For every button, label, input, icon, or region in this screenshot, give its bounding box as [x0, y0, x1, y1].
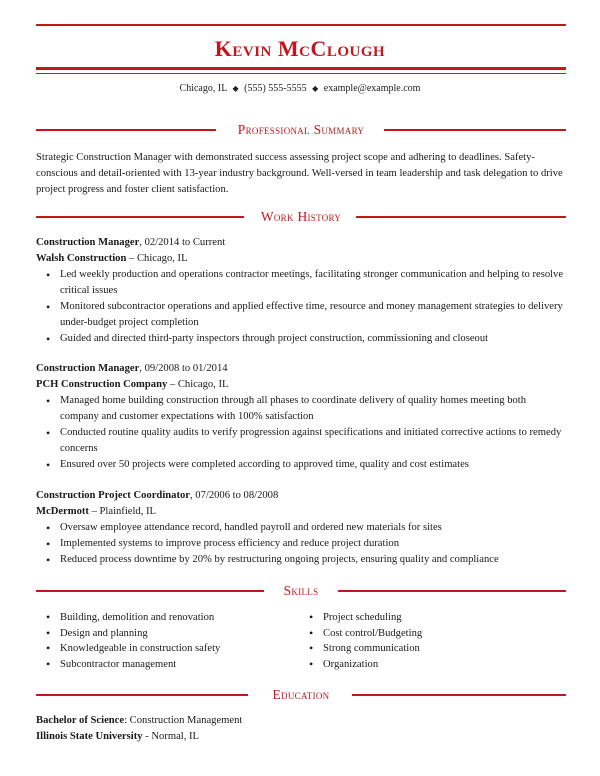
job-bullet: • Managed home building construction through all phases to coordinate delivery of quality homes meeting both company and customer expectations with 100% satisfaction: [60, 393, 566, 425]
job-company-line: [36, 251, 566, 267]
section-title-work: Work History: [260, 209, 342, 224]
contact-line: [0, 83, 600, 94]
skill-item: • Strong communication: [323, 641, 422, 657]
degree-line: [36, 713, 242, 729]
section-rule-right: [352, 694, 566, 696]
contact-phone: (555) 555-5555: [244, 83, 307, 94]
candidate-name: Kevin McClough: [214, 36, 386, 61]
job-title: Construction Manager: [36, 363, 140, 374]
job-bullet: • Implemented systems to improve process efficiency and reduce project duration: [60, 536, 566, 552]
job-dates: , 07/2006 to 08/2008: [189, 490, 279, 501]
job-location: – Chicago, IL: [167, 379, 229, 390]
job-bullet: • Reduced process downtime by 20% by restructuring ongoing projects, ensuring quality and compliance: [60, 552, 566, 568]
job-dates: , 09/2008 to 01/2014: [139, 363, 228, 374]
section-header-education: [36, 687, 566, 703]
job-bullet: • Monitored subcontractor operations and applied effective time, resource and money management strategies to delivery under-budget project completion: [60, 299, 566, 331]
diamond-separator-icon: ◆: [312, 84, 319, 93]
section-title-summary: Professional Summary: [237, 122, 365, 137]
name-rule-thin: [36, 73, 566, 74]
job-entry: [36, 235, 566, 347]
job-company-line: [36, 504, 566, 520]
section-header-skills: [36, 583, 566, 599]
job-bullets: [36, 267, 566, 347]
job-dates: , 02/2014 to Current: [139, 237, 226, 248]
job-company-line: [36, 377, 566, 393]
skill-item: • Organization: [323, 657, 422, 673]
education-entry: [36, 713, 242, 745]
job-entry: [36, 488, 566, 568]
school-name: Illinois State University: [36, 731, 143, 742]
job-entry: [36, 361, 566, 473]
job-location: – Plainfield, IL: [88, 506, 157, 517]
section-rule-right: [338, 590, 566, 592]
job-bullet: • Guided and directed third-party inspectors through project construction, commissioning and closeout: [60, 331, 566, 347]
job-bullets: [36, 520, 566, 568]
section-title-skills: Skills: [283, 583, 319, 598]
skill-item: • Subcontractor management: [60, 657, 220, 673]
job-company: PCH Construction Company: [36, 379, 168, 390]
job-bullet: • Oversaw employee attendance record, handled payroll and ordered new materials for sites: [60, 520, 566, 536]
top-rule: [36, 24, 566, 26]
job-heading: [36, 361, 566, 377]
skill-item: • Design and planning: [60, 626, 220, 642]
skills-column-right: [299, 610, 422, 672]
contact-city: Chicago, IL: [179, 83, 227, 94]
summary-text: Strategic Construction Manager with demonstrated success assessing project scope and adhering to deadlines. Safety-conscious and detail-oriented with 13-year industry background. Well-versed in team leadership and task delegation to drive project progress and foster client satisfaction.: [36, 152, 563, 195]
job-heading: [36, 235, 566, 251]
job-company: McDermott: [36, 506, 89, 517]
job-company: Walsh Construction: [36, 253, 127, 264]
skill-item: • Project scheduling: [323, 610, 422, 626]
skill-item: • Building, demolition and renovation: [60, 610, 220, 626]
name-rule-thick: [36, 67, 566, 70]
school-line: [36, 729, 242, 745]
job-bullet: • Conducted routine quality audits to verify progression against specifications and initiated corrective actions to remedy concerns: [60, 425, 566, 457]
diamond-separator-icon: ◆: [232, 84, 239, 93]
job-heading: [36, 488, 566, 504]
job-bullet: • Led weekly production and operations contractor meetings, facilitating stronger communication and helping to resolve critical issues: [60, 267, 566, 299]
job-bullet: • Ensured over 50 projects were completed according to approved time, quality and cost estimates: [60, 457, 566, 473]
job-title: Construction Project Coordinator: [36, 490, 190, 501]
section-header-summary: [36, 122, 566, 138]
section-title-education: Education: [272, 687, 330, 702]
skill-item: • Cost control/Budgeting: [323, 626, 422, 642]
section-header-work: [36, 209, 566, 225]
school-location: - Normal, IL: [142, 731, 200, 742]
contact-email[interactable]: example@example.com: [323, 83, 421, 94]
degree: Bachelor of Science: [36, 715, 125, 726]
job-title: Construction Manager: [36, 237, 140, 248]
job-bullets: [36, 393, 566, 473]
degree-field: : Construction Management: [124, 715, 243, 726]
section-rule-right: [384, 129, 566, 131]
skill-item: • Knowledgeable in construction safety: [60, 641, 220, 657]
job-location: – Chicago, IL: [126, 253, 188, 264]
skills-column-left: [36, 610, 220, 672]
section-rule-right: [356, 216, 566, 218]
